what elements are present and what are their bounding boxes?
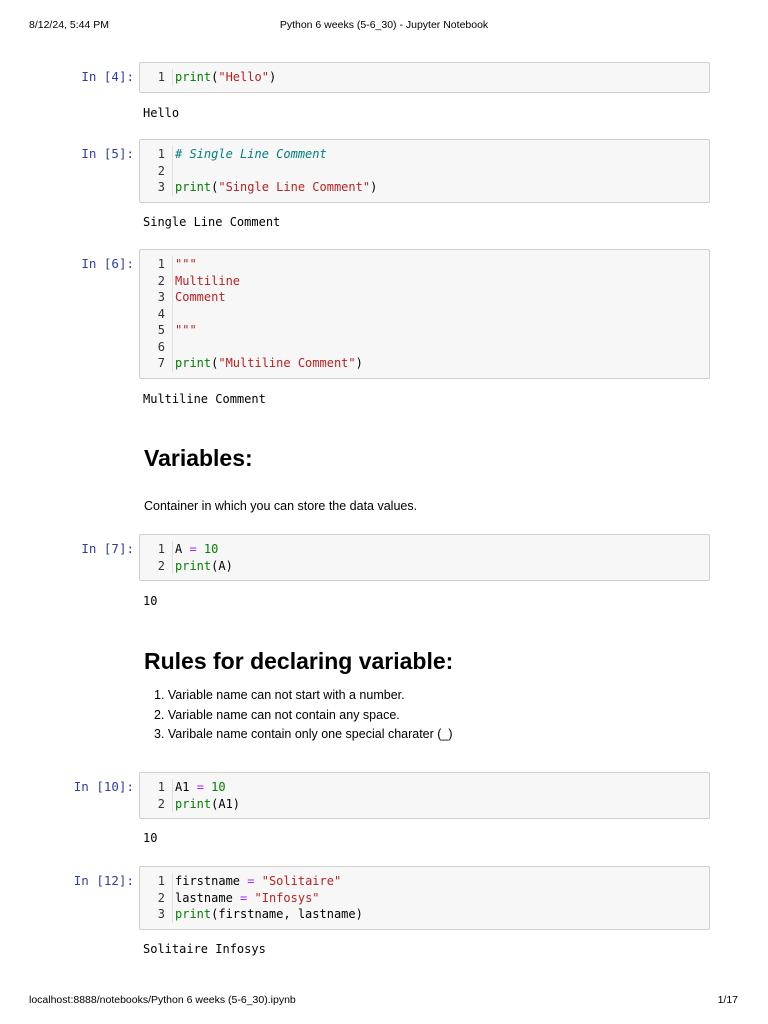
code-token: "Multiline Comment": [218, 356, 356, 370]
code-editor[interactable]: [139, 139, 710, 203]
code-line: [140, 322, 709, 339]
cell-prompt: In [10]:: [73, 779, 134, 794]
code-line: [140, 306, 709, 323]
line-number: 2: [157, 796, 165, 811]
code-token: print: [175, 907, 212, 921]
code-text: [175, 146, 327, 163]
line-number: 3: [157, 907, 165, 921]
rules-list-item: 2. Variable name can not contain any space.: [154, 707, 400, 722]
code-text: [175, 796, 240, 813]
code-token: Multiline: [175, 273, 241, 288]
code-line: [140, 256, 709, 273]
line-number: 1: [157, 874, 165, 888]
cell-output: Multiline Comment: [143, 392, 266, 406]
code-text: [175, 355, 363, 372]
code-line: [140, 179, 709, 196]
cell-output: 10: [143, 831, 158, 845]
code-text: [175, 541, 218, 558]
code-token: """: [175, 257, 197, 271]
code-token: ): [268, 70, 277, 84]
code-token: 10: [203, 542, 219, 556]
line-number: 2: [157, 558, 165, 573]
line-number: 7: [157, 356, 165, 370]
cell-output: 10: [143, 594, 158, 608]
code-token: "Hello": [218, 70, 269, 84]
code-text: [175, 273, 240, 290]
code-line: [140, 163, 709, 180]
print-datetime: 8/12/24, 5:44 PM: [29, 19, 109, 31]
line-number: 5: [157, 323, 165, 337]
code-token: (firstname, lastname): [211, 907, 363, 921]
rules-list: [154, 686, 453, 745]
code-token: "Infosys": [254, 890, 320, 905]
code-line: [140, 906, 709, 923]
code-token: A1: [175, 780, 197, 794]
code-token: """: [175, 323, 197, 337]
code-token: =: [240, 890, 248, 905]
code-editor[interactable]: [139, 534, 710, 581]
line-number: 2: [157, 163, 165, 178]
cell-prompt: In [7]:: [81, 541, 134, 556]
line-number: 4: [157, 306, 165, 321]
cell-prompt: In [4]:: [81, 69, 134, 84]
page-number: 1/17: [717, 994, 738, 1006]
code-line: [140, 355, 709, 372]
code-token: print: [175, 70, 212, 84]
code-token: (: [211, 356, 219, 370]
code-token: # Single Line Comment: [175, 147, 327, 161]
code-line: [140, 890, 709, 907]
code-token: print: [175, 558, 212, 573]
rules-heading: Rules for declaring variable:: [144, 648, 454, 674]
line-number: 6: [157, 339, 165, 354]
code-text: [175, 179, 377, 196]
cell-prompt: In [5]:: [81, 146, 134, 161]
cell-output: Single Line Comment: [143, 215, 281, 229]
line-number: 1: [157, 70, 165, 84]
code-line: [140, 273, 709, 290]
rules-list-item: 1. Variable name can not start with a number.: [154, 688, 405, 702]
code-editor[interactable]: [139, 866, 710, 930]
code-text: [175, 289, 226, 306]
line-number: 3: [157, 180, 165, 194]
notebook-title: Python 6 weeks (5-6_30) - Jupyter Notebook: [279, 19, 489, 31]
code-token: print: [175, 356, 212, 370]
variables-heading: Variables:: [144, 445, 253, 471]
code-token: (: [211, 70, 219, 84]
code-text: [175, 558, 233, 575]
code-line: [140, 779, 709, 796]
code-line: [140, 339, 709, 356]
variables-description: Container in which you can store the data values.: [144, 499, 418, 513]
line-number: 1: [157, 542, 165, 556]
code-token: lastname: [175, 890, 241, 905]
cell-prompt: In [6]:: [81, 256, 134, 271]
line-number: 1: [157, 780, 165, 794]
code-text: [175, 69, 276, 86]
line-number: 1: [157, 257, 165, 271]
code-token: (A1): [211, 796, 241, 811]
code-token: ): [370, 180, 378, 194]
line-number: 3: [157, 290, 165, 304]
code-token: =: [247, 874, 255, 888]
code-token: Comment: [175, 290, 226, 304]
code-token: (: [211, 180, 219, 194]
code-line: [140, 69, 709, 86]
code-line: [140, 873, 709, 890]
code-line: [140, 796, 709, 813]
code-token: "Solitaire": [261, 874, 342, 888]
code-token: [254, 874, 261, 888]
code-line: [140, 289, 709, 306]
code-token: print: [175, 180, 212, 194]
code-token: A: [175, 542, 190, 556]
line-number: 2: [157, 890, 165, 905]
code-token: =: [196, 780, 204, 794]
code-editor[interactable]: [139, 249, 710, 379]
page-url: localhost:8888/notebooks/Python 6 weeks (5-6_30).ipynb: [29, 994, 296, 1006]
code-token: (A): [211, 558, 233, 573]
cell-output: Hello: [143, 106, 180, 120]
code-token: =: [189, 542, 197, 556]
code-token: [197, 542, 204, 556]
code-token: "Single Line Comment": [218, 180, 371, 194]
code-token: [247, 891, 254, 905]
code-text: [175, 322, 197, 339]
code-token: 10: [211, 780, 226, 794]
code-token: ): [355, 356, 363, 370]
cell-prompt: In [12]:: [73, 873, 134, 888]
code-token: print: [175, 796, 212, 811]
code-editor[interactable]: [139, 772, 710, 819]
code-editor[interactable]: [139, 62, 710, 93]
code-text: [175, 890, 320, 907]
code-text: [175, 873, 341, 890]
code-text: [175, 256, 197, 273]
line-number: 1: [157, 147, 165, 161]
cell-output: Solitaire Infosys: [143, 942, 266, 956]
rules-list-item: 3. Varibale name contain only one special charater (_): [154, 727, 453, 741]
code-line: [140, 541, 709, 558]
code-text: [175, 906, 363, 923]
code-token: firstname: [175, 874, 248, 888]
code-line: [140, 146, 709, 163]
code-text: [175, 779, 226, 796]
line-number: 2: [157, 273, 165, 288]
code-line: [140, 558, 709, 575]
